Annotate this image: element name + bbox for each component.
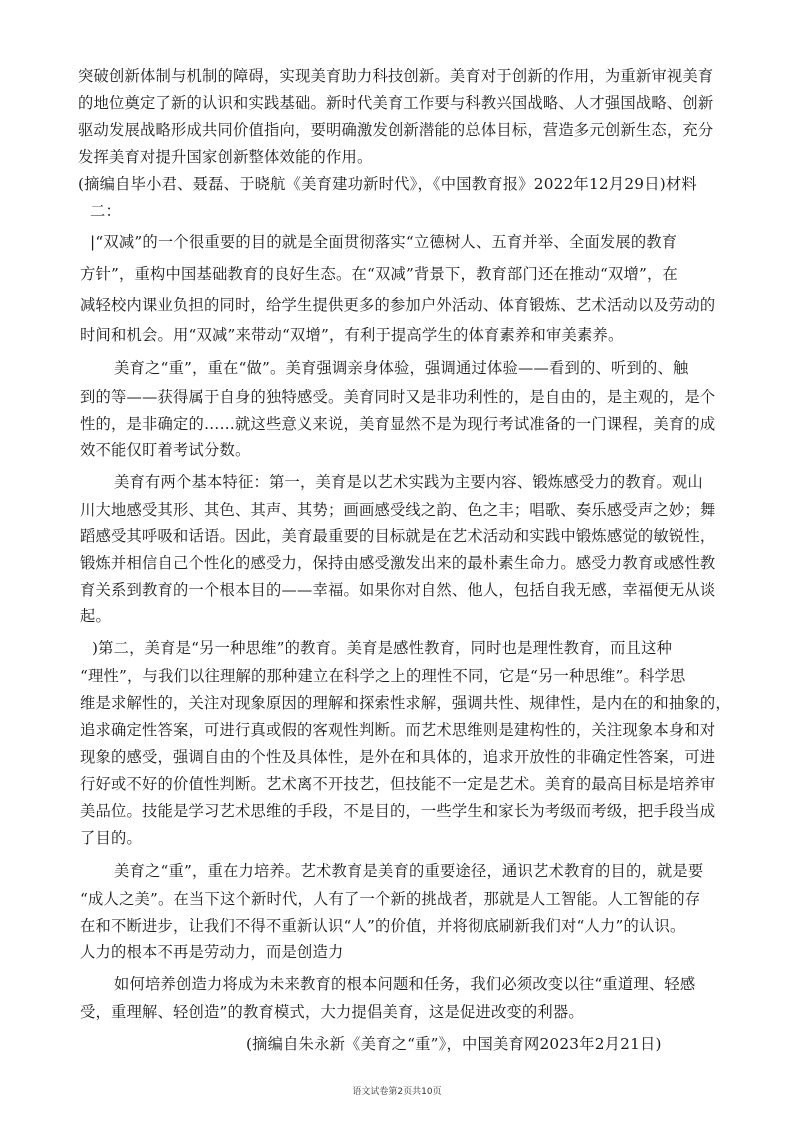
text-line: 效不能仅盯着考试分数。 (80, 441, 251, 459)
text-line: 减轻校内课业负担的同时，给学生提供更多的参加户外活动、体育锻炼、艺术活动以及劳动的 (80, 296, 716, 314)
text-line: 如何培养创造力将成为未来教育的根本问题和任务，我们必须改变以往“重道理、轻感 (114, 975, 696, 993)
text-line: 性的，是非确定的……就这些意义来说，美育显然不是为现行考试准备的一门课程，美育的成 (80, 415, 716, 433)
text-line: 起。 (80, 607, 111, 625)
text-line: 追求确定性答案，可进行真或假的客观性判断。而艺术思维则是建构性的，关注现象本身和对 (80, 721, 716, 739)
text-line: 时间和机会。用“双减”来带动“双增”，有利于提高学生的体育素养和审美素养。 (80, 326, 624, 344)
text-line: 美育之“重”，重在力培养。艺术教育是美育的重要途径，通识艺术教育的目的，就是要 (114, 862, 704, 880)
text-line: “理性”，与我们以往理解的那种建立在科学之上的理性不同，它是“另一种思维”。科学思 (80, 667, 686, 685)
text-line: 方针”，重构中国基础教育的良好生态。在“双减”背景下，教育部门还在推动“双增”，在 (80, 265, 678, 283)
text-line: 人力的根本不再是劳动力，而是创造力 (80, 943, 344, 961)
text-line: 美育有两个基本特征：第一，美育是以艺术实践为主要内容、锻炼感受力的教育。观山 (114, 473, 703, 491)
page-footer: 语文试卷第2页共10页 (352, 1087, 442, 1097)
text-line: 发挥美育对提升国家创新整体效能的作用。 (78, 148, 373, 166)
text-line: 维是求解性的，关注对现象原因的理解和探索性求解，强调共性、规律性，是内在的和抽象的， (80, 694, 731, 712)
text-line: 到的等——获得属于自身的独特感受。美育同时又是非功利性的，是自由的，是主观的，是个 (80, 388, 716, 406)
source-citation: (摘编自朱永新《美育之“重”》，中国美育网2023年2月21日) (246, 1035, 662, 1053)
source-citation: (摘编自毕小君、聂磊、于晓航《美育建功新时代》，《中国教育报》2022年12月29日)材料 (78, 175, 697, 193)
text-line: 驱动发展战略形成共同价值指向，要明确激发创新潜能的总体目标，营造多元创新生态，充分 (78, 121, 714, 139)
text-line: 了目的。 (80, 829, 142, 847)
section-label: 二： (90, 202, 121, 220)
text-line: 突破创新体制与机制的障碍，实现美育助力科技创新。美育对于创新的作用，为重新审视美育 (78, 67, 714, 85)
text-line: 美育之“重”，重在“做”。美育强调亲身体验，强调通过体验——看到的、听到的、触 (114, 359, 689, 377)
text-line: 锻炼并相信自己个性化的感受力，保持由感受激发出来的最朴素生命力。感受力教育或感性教 (80, 554, 716, 572)
text-line: 现象的感受，强调自由的个性及具体性，是外在和具体的，追求开放性的非确定性答案，可进 (80, 748, 716, 766)
text-line: )第二，美育是“另一种思维”的教育。美育是感性教育，同时也是理性教育，而且这种 (92, 639, 673, 657)
text-line: 在和不断进步，让我们不得不重新认识“人”的价值，并将彻底刷新我们对“人力”的认识。 (80, 917, 686, 935)
text-line: 美品位。技能是学习艺术思维的手段，不是目的，一些学生和家长为考级而考级，把手段当成 (80, 802, 716, 820)
text-line: 川大地感受其形、其色、其声、其势；画画感受线之韵、色之丰；唱歌、奏乐感受声之妙；舞 (80, 501, 716, 519)
text-line: 蹈感受其呼吸和话语。因此，美育最重要的目标就是在艺术活动和实践中锻炼感觉的敏锐性， (80, 527, 716, 545)
text-line: “成人之美”。在当下这个新时代，人有了一个新的挑战者，那就是人工智能。人工智能的存 (80, 890, 701, 908)
text-line: 的地位奠定了新的认识和实践基础。新时代美育工作要与科教兴国战略、人才强国战略、创新 (78, 94, 714, 112)
text-line: 行好或不好的价值性判断。艺术离不开技艺，但技能不一定是艺术。美育的最高目标是培养审 (80, 775, 716, 793)
text-line: 育关系到教育的一个根本目的——幸福。如果你对自然、他人，包括自我无感，幸福便无从谈 (80, 581, 716, 599)
text-line: |“双减”的一个很重要的目的就是全面贯彻落实“立德树人、五育并举、全面发展的教育 (90, 233, 678, 251)
text-line: 受，重理解、轻创造”的教育模式，大力提倡美育，这是促进改变的利器。 (80, 1003, 584, 1021)
